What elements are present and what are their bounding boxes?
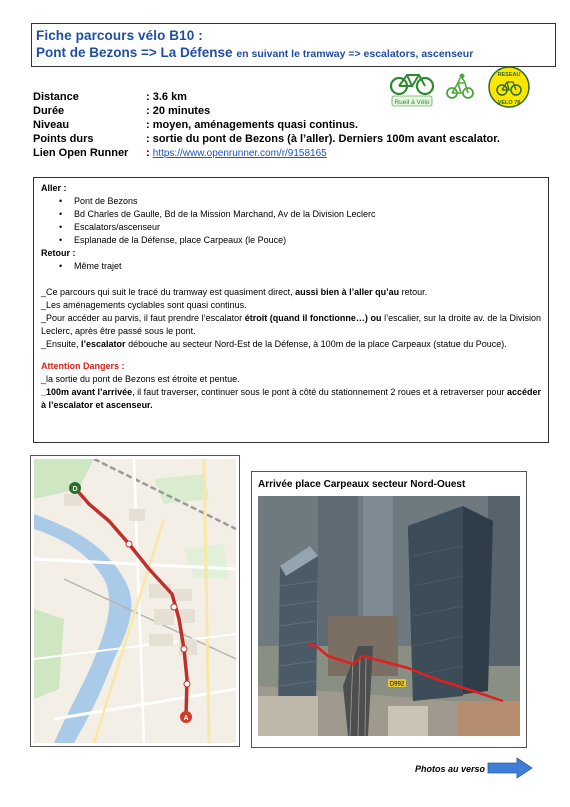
info-row-niveau (33, 118, 533, 132)
text-run: débouche au secteur Nord-Est de la Défense, à 100m de la place Carpeaux (statue du Pouce). (125, 339, 507, 349)
list-item: • Escalators/ascenseur (59, 221, 541, 234)
photo-caption: Arrivée place Carpeaux secteur Nord-Ouest (258, 479, 466, 490)
list-item: • Même trajet (59, 260, 541, 273)
photo-box (251, 471, 527, 748)
text-run: l’escalier, sur la droite av. de la Division Leclerc, après être passé sous le pont. (41, 313, 541, 336)
end-marker-label: A (183, 715, 189, 722)
info-key: Distance (33, 91, 79, 103)
subtitle-main: Pont de Bezons => La Défense (36, 45, 237, 60)
info-value: : moyen, aménagements quasi continus. (146, 119, 359, 131)
subtitle-detail: en suivant le tramway => escalators, ascenseur (236, 48, 474, 60)
info-value: : 3.6 km (146, 91, 187, 103)
text-run-bold: l’escalator (81, 339, 126, 349)
rueil-logo-text: Rueil à Vélo (394, 99, 430, 106)
page-title: Fiche parcours vélo B10 : (36, 28, 203, 43)
openrunner-link[interactable]: https://www.openrunner.com/r/9158165 (152, 148, 327, 159)
info-value: : 20 minutes (146, 105, 211, 117)
info-row-distance (33, 90, 533, 104)
arrow-right-icon (487, 757, 533, 779)
svg-text:RESEAU: RESEAU (497, 72, 521, 78)
aller-list (59, 195, 541, 247)
road-sign-label: D992 (389, 681, 405, 688)
text-run: retour. (399, 287, 428, 297)
danger-title: Attention Dangers : (41, 361, 125, 371)
photos-au-verso-note: Photos au verso (415, 764, 486, 774)
start-marker-label: D (72, 486, 78, 493)
list-item: • Esplanade de la Défense, place Carpeaux (le Pouce) (59, 234, 541, 247)
aerial-photo (258, 496, 520, 736)
info-key: Lien Open Runner (33, 147, 129, 159)
info-block (33, 90, 533, 160)
aller-label: Aller : (41, 183, 67, 193)
title-box (31, 23, 556, 67)
text-run-bold: ou (367, 313, 385, 323)
info-key: Points durs (33, 133, 94, 145)
danger-line-1: _la sortie du pont de Bezons est étroite et pentue. (41, 374, 240, 384)
text-run-bold: étroit (quand il fonctionne…) (244, 313, 368, 323)
route-description (33, 177, 549, 443)
page-subtitle (36, 44, 551, 63)
paragraph-parvis (41, 312, 541, 338)
text-run: _Ce parcours qui suit le tracé du tramway est quasiment direct, (41, 287, 296, 297)
link-prefix: : (146, 147, 153, 159)
text-run: _Pour accéder au parvis, il faut prendre l’escalator (41, 313, 245, 323)
text-run-bold: accéder à l’escalator et ascenseur. (41, 387, 541, 410)
info-value: : sortie du pont de Bezons (à l’aller). Derniers 100m avant escalator. (146, 133, 500, 145)
info-row-duree (33, 104, 533, 118)
danger-line-2 (41, 386, 541, 412)
text-run: , il faut traverser, continuer sous le pont à côté du stationnement 2 roues et à retraverser pour (132, 387, 507, 397)
retour-list (59, 260, 541, 273)
retour-label: Retour : (41, 248, 76, 258)
text-run: _Ensuite, (41, 339, 82, 349)
list-item: • Pont de Bezons (59, 195, 541, 208)
paragraph-trace (41, 286, 541, 299)
paragraph-amenagements: _Les aménagements cyclables sont quasi continus. (41, 300, 247, 310)
text-run-bold: aussi bien à l’aller qu’au (295, 287, 400, 297)
info-row-lien (33, 146, 533, 160)
info-key: Niveau (33, 119, 70, 131)
info-row-points-durs (33, 132, 533, 146)
svg-text:VELO 78: VELO 78 (497, 100, 521, 106)
map-image (34, 459, 236, 743)
route-map (30, 455, 240, 747)
info-key: Durée (33, 105, 65, 117)
list-item: • Bd Charles de Gaulle, Bd de la Mission Marchand, Av de la Division Leclerc (59, 208, 541, 221)
text-run-bold: _100m avant l’arrivée (41, 387, 133, 397)
paragraph-escalator (41, 338, 541, 351)
